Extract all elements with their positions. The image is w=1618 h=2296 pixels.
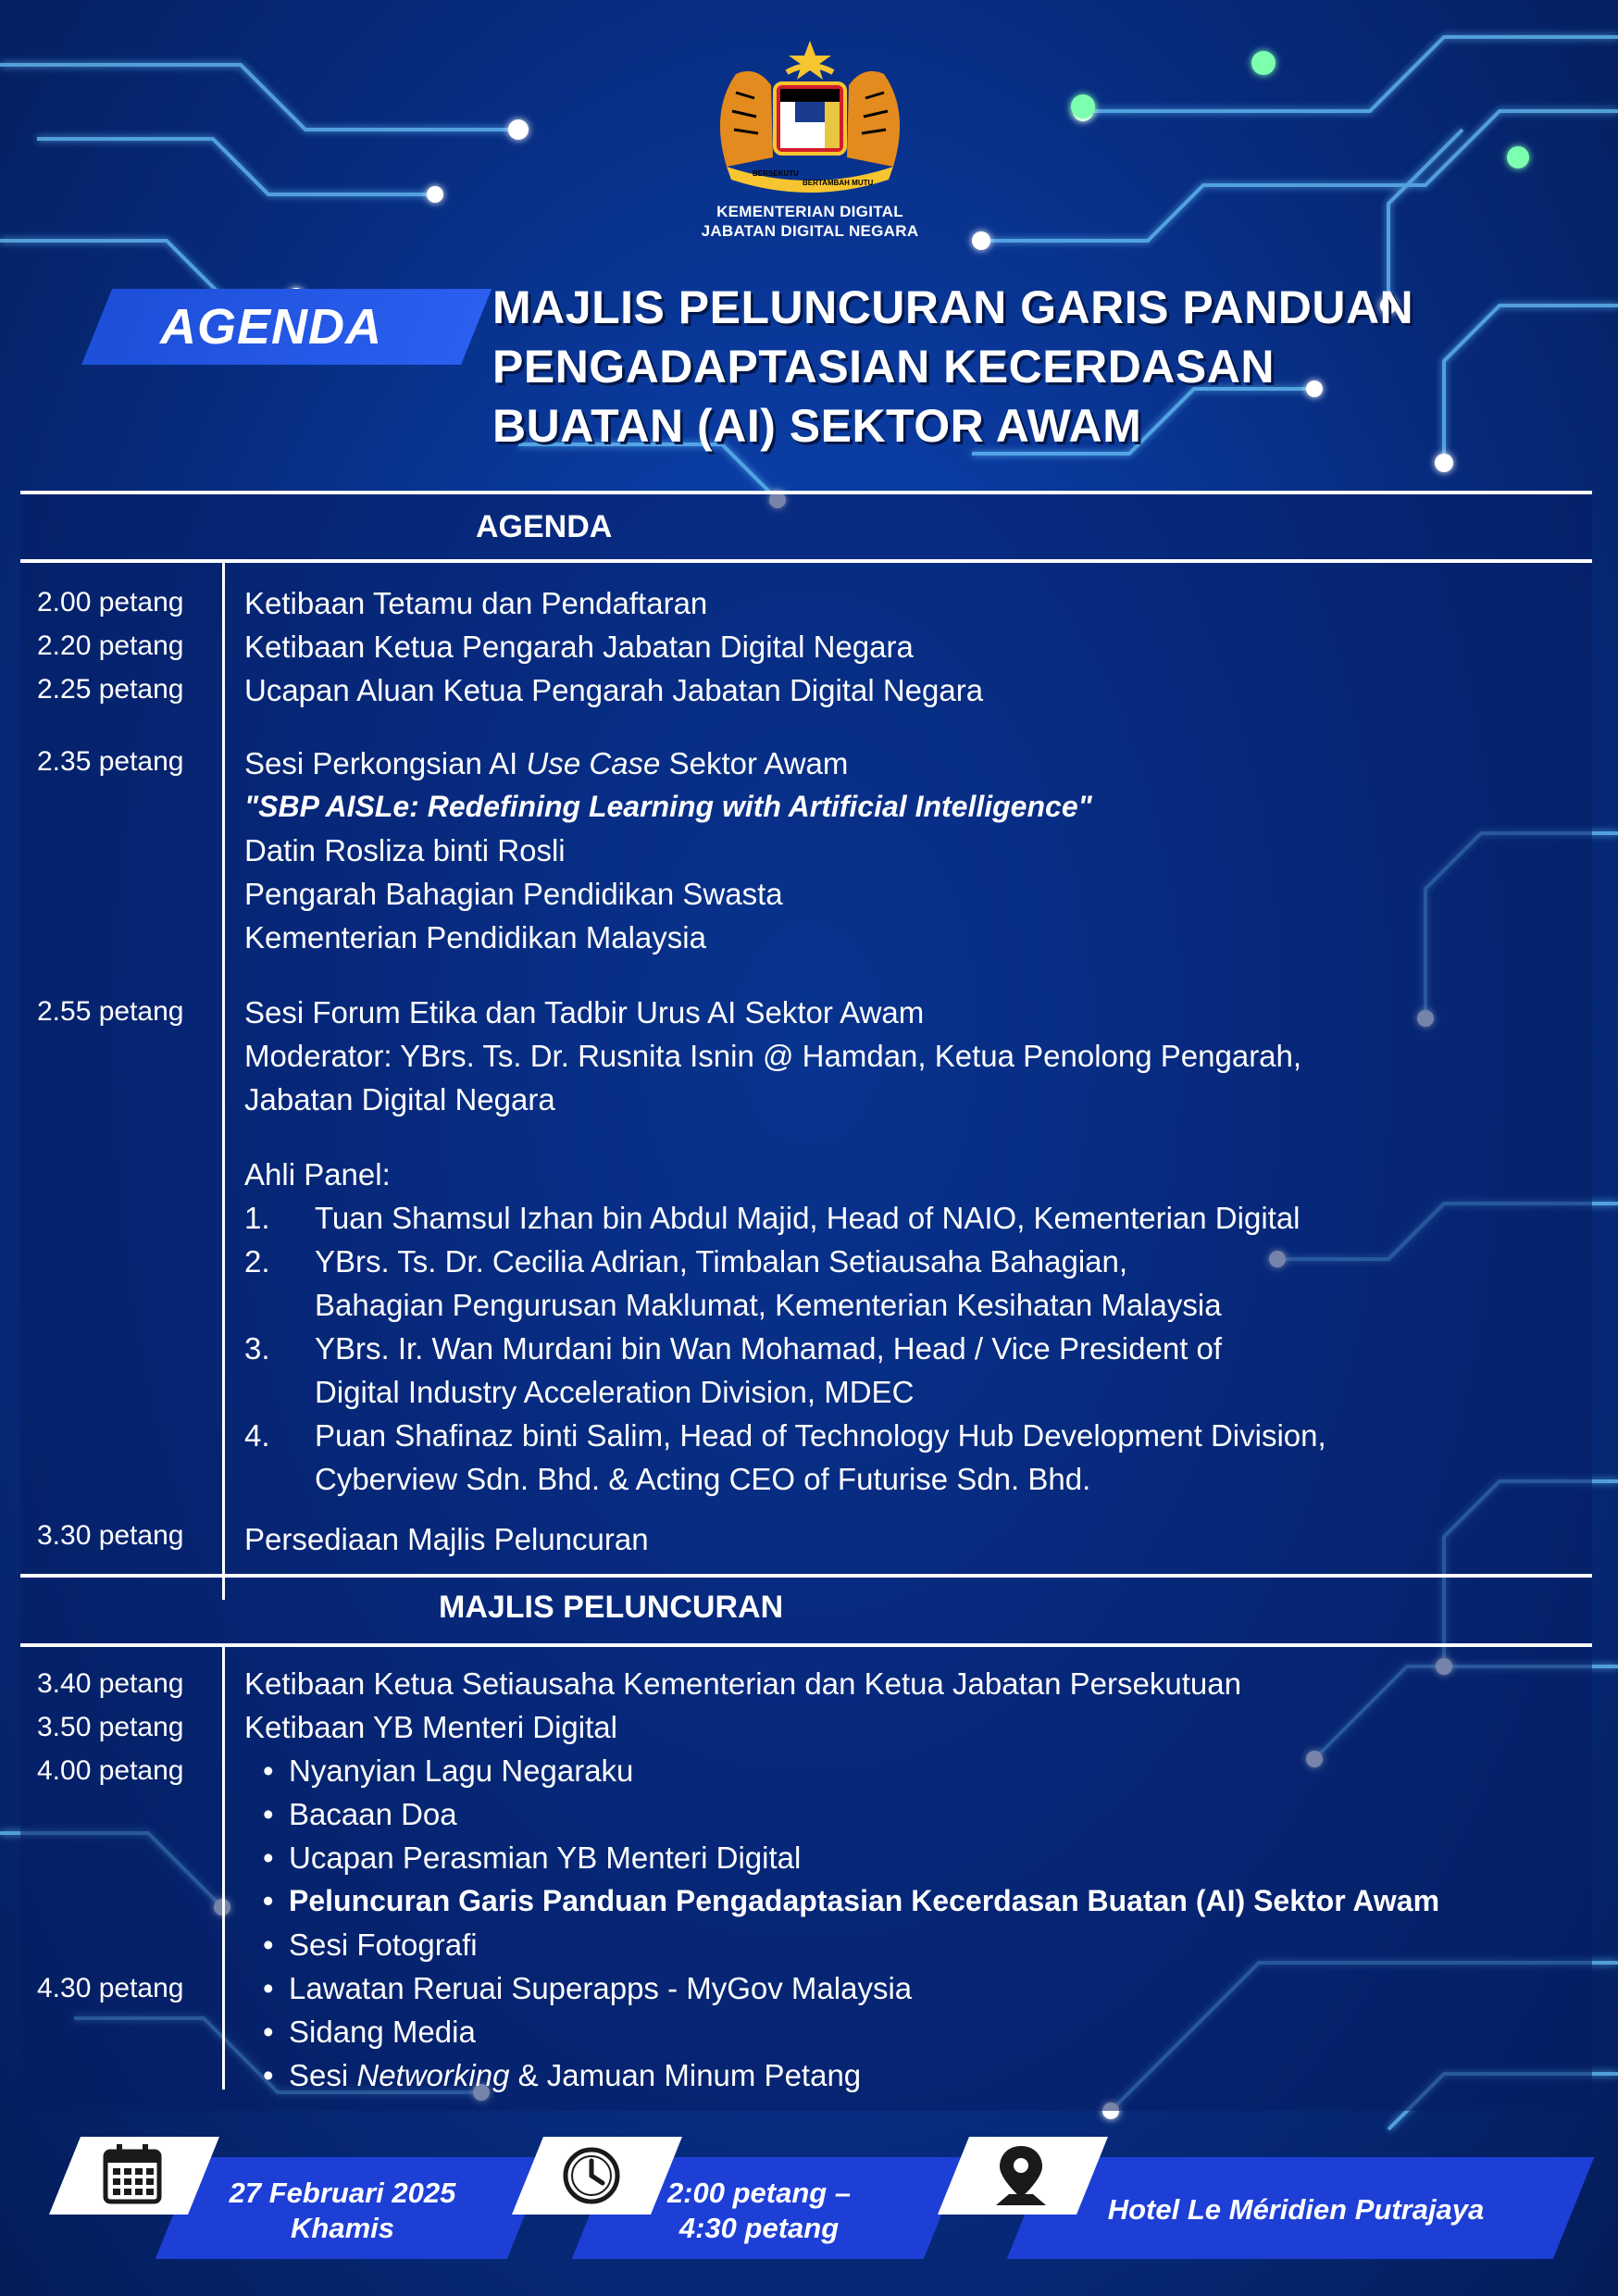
location-pin-icon <box>989 2142 1053 2209</box>
launch-bullet: • Sidang Media <box>263 2015 476 2050</box>
session-title: Sesi Perkongsian AI Use Case Sektor Awam <box>244 746 849 780</box>
agenda-section-heading: AGENDA <box>476 509 613 544</box>
session-quote: "SBP AISLe: Redefining Learning with Artificial Intelligence" <box>244 790 1092 823</box>
event-title-line-2: PENGADAPTASIAN KECERDASAN <box>492 341 1275 393</box>
time-cell: 3.50 petang <box>37 1712 184 1742</box>
panel-number: 2. <box>244 1244 270 1279</box>
panelist: Tuan Shamsul Izhan bin Abdul Majid, Head of NAIO, Kementerian Digital <box>315 1201 1301 1235</box>
panelist: Puan Shafinaz binti Salim, Head of Technology Hub Development Division, <box>315 1418 1326 1453</box>
panelist: YBrs. Ts. Dr. Cecilia Adrian, Timbalan Setiausaha Bahagian, <box>315 1244 1128 1279</box>
launch-bullet: • Sesi Networking & Jamuan Minum Petang <box>263 2058 861 2093</box>
ministry-name <box>592 202 1027 241</box>
forum-title: Sesi Forum Etika dan Tadbir Urus AI Sektor Awam <box>244 995 925 1029</box>
forum-moderator: Moderator: YBrs. Ts. Dr. Rusnita Isnin @ Hamdan, Ketua Penolong Pengarah, <box>244 1039 1302 1073</box>
calendar-icon <box>100 2142 165 2209</box>
crest-motto-left: BERSEKUTU <box>753 169 799 178</box>
launch-bullet: • Lawatan Reruai Superapps - MyGov Malaysia <box>263 1971 912 2006</box>
agenda-badge <box>81 289 461 365</box>
speaker-position: Pengarah Bahagian Pendidikan Swasta <box>244 877 783 911</box>
table-top-border <box>20 491 1592 494</box>
time-cell: 2.25 petang <box>37 674 184 705</box>
agenda-item: Ketibaan Ketua Setiausaha Kementerian dan Ketua Jabatan Persekutuan <box>244 1666 1241 1701</box>
panelist-detail: Digital Industry Acceleration Division, MDEC <box>315 1375 915 1409</box>
time-cell: 3.30 petang <box>37 1520 184 1551</box>
panel-number: 4. <box>244 1418 270 1453</box>
event-title <box>492 278 1585 455</box>
event-title-line-3: BUATAN (AI) SEKTOR AWAM <box>492 400 1142 452</box>
time-cell: 2.00 petang <box>37 587 184 618</box>
agenda-item: Ketibaan YB Menteri Digital <box>244 1710 617 1744</box>
event-title-line-1: MAJLIS PELUNCURAN GARIS PANDUAN <box>492 281 1414 333</box>
coat-of-arms-logo <box>699 37 921 194</box>
time-cell: 2.35 petang <box>37 746 184 777</box>
agenda-item: Ketibaan Tetamu dan Pendaftaran <box>244 586 708 620</box>
event-time-start: 2:00 petang – <box>666 2177 852 2209</box>
crest-motto-right: BERTAMBAH MUTU <box>803 179 874 187</box>
panel-number: 1. <box>244 1201 270 1235</box>
panel-label: Ahli Panel: <box>244 1157 391 1192</box>
launch-bullet: • Sesi Fotografi <box>263 1928 478 1963</box>
event-date-line-1: 27 Februari 2025 <box>229 2177 456 2209</box>
launch-bullet-highlight: • Peluncuran Garis Panduan Pengadaptasian Kecerdasan Buatan (AI) Sektor Awam <box>263 1884 1439 1918</box>
time-cell: 4.00 petang <box>37 1755 184 1786</box>
event-time <box>602 2176 916 2246</box>
launch-heading-divider <box>20 1643 1592 1647</box>
agenda-column-divider <box>222 563 225 1600</box>
event-info-bar <box>0 2129 1618 2296</box>
forum-moderator-org: Jabatan Digital Negara <box>244 1082 555 1117</box>
launch-column-divider <box>222 1647 225 2090</box>
launch-bullet: • Ucapan Perasmian YB Menteri Digital <box>263 1841 801 1876</box>
agenda-heading-divider <box>20 559 1592 563</box>
panelist-detail: Bahagian Pengurusan Maklumat, Kementerian Kesihatan Malaysia <box>315 1288 1222 1322</box>
panel-number: 3. <box>244 1331 270 1366</box>
panelist: YBrs. Ir. Wan Murdani bin Wan Mohamad, Head / Vice President of <box>315 1331 1223 1366</box>
time-cell: 4.30 petang <box>37 1973 184 2003</box>
launch-bullet: • Nyanyian Lagu Negaraku <box>263 1753 633 1789</box>
launch-section-heading: MAJLIS PELUNCURAN <box>439 1590 784 1625</box>
panelist-detail: Cyberview Sdn. Bhd. & Acting CEO of Futurise Sdn. Bhd. <box>315 1462 1091 1496</box>
speaker-name: Datin Rosliza binti Rosli <box>244 833 566 867</box>
time-cell: 2.20 petang <box>37 630 184 661</box>
event-time-end: 4:30 petang <box>678 2212 840 2244</box>
launch-top-divider <box>20 1574 1592 1578</box>
agenda-badge-label: AGENDA <box>159 299 382 355</box>
launch-bullet: • Bacaan Doa <box>263 1797 457 1832</box>
event-venue: Hotel Le Méridien Putrajaya <box>1107 2193 1485 2226</box>
event-date <box>185 2176 500 2246</box>
agenda-item: Ucapan Aluan Ketua Pengarah Jabatan Digital Negara <box>244 673 984 707</box>
agenda-table <box>20 491 1592 2111</box>
ministry-line-1: KEMENTERIAN DIGITAL <box>716 203 903 220</box>
speaker-organization: Kementerian Pendidikan Malaysia <box>244 920 706 955</box>
agenda-item: Ketibaan Ketua Pengarah Jabatan Digital Negara <box>244 630 914 664</box>
event-day: Khamis <box>291 2212 394 2244</box>
time-cell: 2.55 petang <box>37 996 184 1027</box>
time-cell: 3.40 petang <box>37 1668 184 1699</box>
agenda-item: Persediaan Majlis Peluncuran <box>244 1522 649 1556</box>
ministry-line-2: JABATAN DIGITAL NEGARA <box>701 222 919 240</box>
